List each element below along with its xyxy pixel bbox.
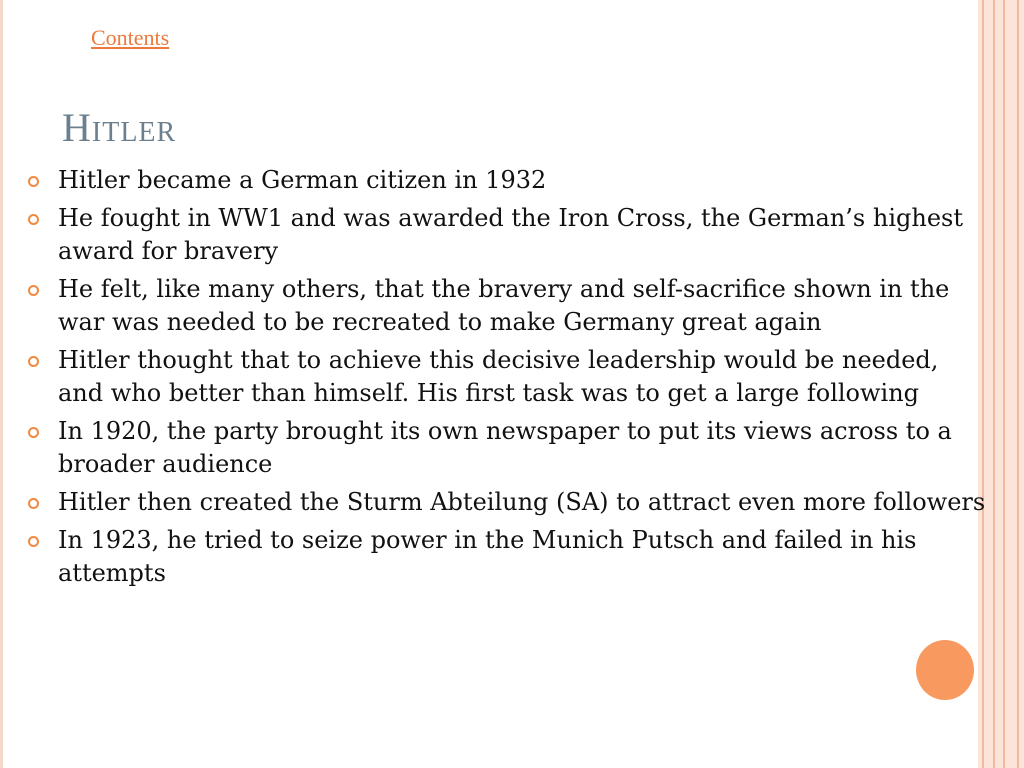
left-border xyxy=(0,0,3,768)
bullet-text: In 1923, he tried to seize power in the Munich Putsch and failed in his attempts xyxy=(58,526,917,587)
bullet-item xyxy=(28,273,988,339)
ring-bullet-icon xyxy=(28,356,39,367)
bullet-text: In 1920, the party brought its own newspaper to put its views across to a broader audience xyxy=(58,417,952,478)
bullet-item xyxy=(28,164,988,197)
slide-title: Hitler xyxy=(62,105,177,150)
ring-bullet-icon xyxy=(28,285,39,296)
ring-bullet-icon xyxy=(28,214,39,225)
bullet-item xyxy=(28,486,988,519)
bullet-item xyxy=(28,524,988,590)
contents-link[interactable]: Contents xyxy=(91,25,170,50)
bullet-text: He fought in WW1 and was awarded the Iron Cross, the German’s highest award for bravery xyxy=(58,204,963,265)
bullet-item xyxy=(28,202,988,268)
decorative-stripe xyxy=(1019,0,1024,768)
bullet-item xyxy=(28,344,988,410)
ring-bullet-icon xyxy=(28,427,39,438)
ring-bullet-icon xyxy=(28,498,39,509)
ring-bullet-icon xyxy=(28,536,39,547)
bullet-item xyxy=(28,415,988,481)
bullet-text: He felt, like many others, that the bravery and self-sacrifice shown in the war was needed to be recreated to make Germany great again xyxy=(58,275,950,336)
orange-circle-button[interactable] xyxy=(916,640,974,700)
decorative-stripe xyxy=(1005,0,1017,768)
bullet-text: Hitler thought that to achieve this decisive leadership would be needed, and who better than himself. His first task was to get a large following xyxy=(58,346,939,407)
bullet-text: Hitler then created the Sturm Abteilung (SA) to attract even more followers xyxy=(58,488,986,516)
decorative-stripe xyxy=(995,0,1003,768)
bullet-text: Hitler became a German citizen in 1932 xyxy=(58,166,547,194)
ring-bullet-icon xyxy=(28,176,39,187)
bullet-list xyxy=(28,164,988,595)
